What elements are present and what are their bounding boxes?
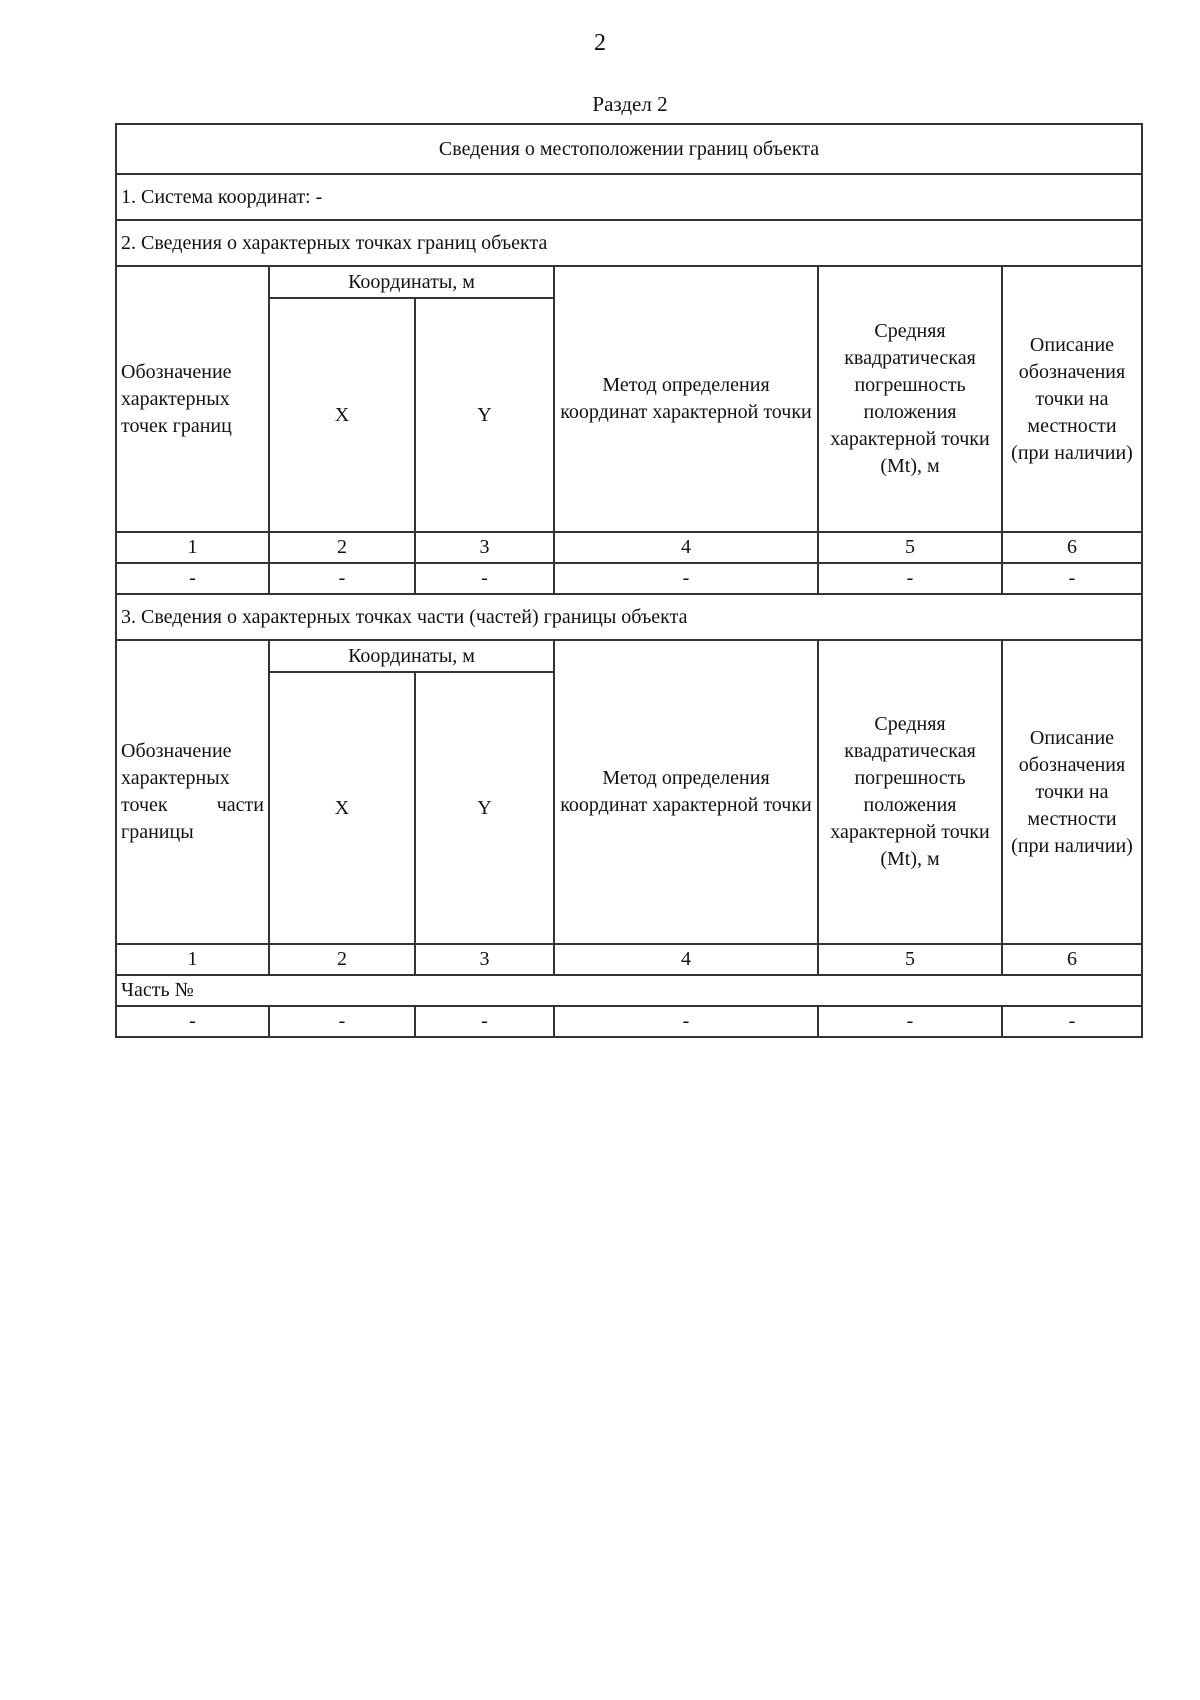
column-number: 3 (415, 944, 554, 975)
table-cell: - (1002, 1006, 1142, 1037)
column-number: 4 (554, 532, 818, 563)
section2-point-designation-header: Обозначение характерных точек границ (116, 266, 269, 532)
table-cell: - (1002, 563, 1142, 594)
section3-point-designation-header: Обозначение характерных точек части границы (116, 640, 269, 944)
table-cell: - (415, 563, 554, 594)
section2-description-header: Описание обозначения точки на местности (при наличии) (1002, 266, 1142, 532)
section2-value-row (116, 563, 1142, 594)
section3-title-row (116, 594, 1142, 640)
section2-method-header: Метод определения координат характерной точки (554, 266, 818, 532)
section3-description-header: Описание обозначения точки на местности (при наличии) (1002, 640, 1142, 944)
table-cell: - (818, 1006, 1002, 1037)
section2-error-header: Средняя квадратическая погрешность положения характерной точки (Mt), м (818, 266, 1002, 532)
column-number: 2 (269, 944, 415, 975)
section2-x-header: X (269, 298, 415, 532)
section2-header-row-1 (116, 266, 1142, 298)
section3-coordinates-header: Координаты, м (269, 640, 554, 672)
section3-part-label: Часть № (116, 975, 1142, 1006)
section-label: Раздел 2 (592, 92, 668, 116)
column-number: 1 (116, 532, 269, 563)
column-number: 6 (1002, 944, 1142, 975)
section3-title: 3. Сведения о характерных точках части (частей) границы объекта (116, 594, 1142, 640)
section3-part-row (116, 975, 1142, 1006)
section2-coordinates-header: Координаты, м (269, 266, 554, 298)
section3-method-header: Метод определения координат характерной точки (554, 640, 818, 944)
table-title-row (116, 124, 1142, 174)
column-number: 6 (1002, 532, 1142, 563)
section2-title: 2. Сведения о характерных точках границ объекта (116, 220, 1142, 266)
column-number: 5 (818, 944, 1002, 975)
section3-y-header: Y (415, 672, 554, 944)
coordinate-system: 1. Система координат: - (116, 174, 1142, 220)
page-number: 2 (594, 30, 606, 56)
table-cell: - (554, 1006, 818, 1037)
table-cell: - (269, 1006, 415, 1037)
table-cell: - (116, 563, 269, 594)
table-cell: - (269, 563, 415, 594)
column-number: 5 (818, 532, 1002, 563)
column-number: 4 (554, 944, 818, 975)
table-cell: - (116, 1006, 269, 1037)
section3-column-numbers (116, 944, 1142, 975)
section2-column-numbers (116, 532, 1142, 563)
table-cell: - (818, 563, 1002, 594)
section2-y-header: Y (415, 298, 554, 532)
column-number: 3 (415, 532, 554, 563)
column-number: 1 (116, 944, 269, 975)
section3-error-header: Средняя квадратическая погрешность положения характерной точки (Mt), м (818, 640, 1002, 944)
section2-title-row (116, 220, 1142, 266)
coordinate-system-row (116, 174, 1142, 220)
column-number: 2 (269, 532, 415, 563)
boundary-info-table (115, 123, 1143, 1038)
section3-header-row-1 (116, 640, 1142, 672)
table-cell: - (415, 1006, 554, 1037)
table-title: Сведения о местоположении границ объекта (116, 124, 1142, 174)
table-cell: - (554, 563, 818, 594)
section3-x-header: X (269, 672, 415, 944)
section3-value-row (116, 1006, 1142, 1037)
